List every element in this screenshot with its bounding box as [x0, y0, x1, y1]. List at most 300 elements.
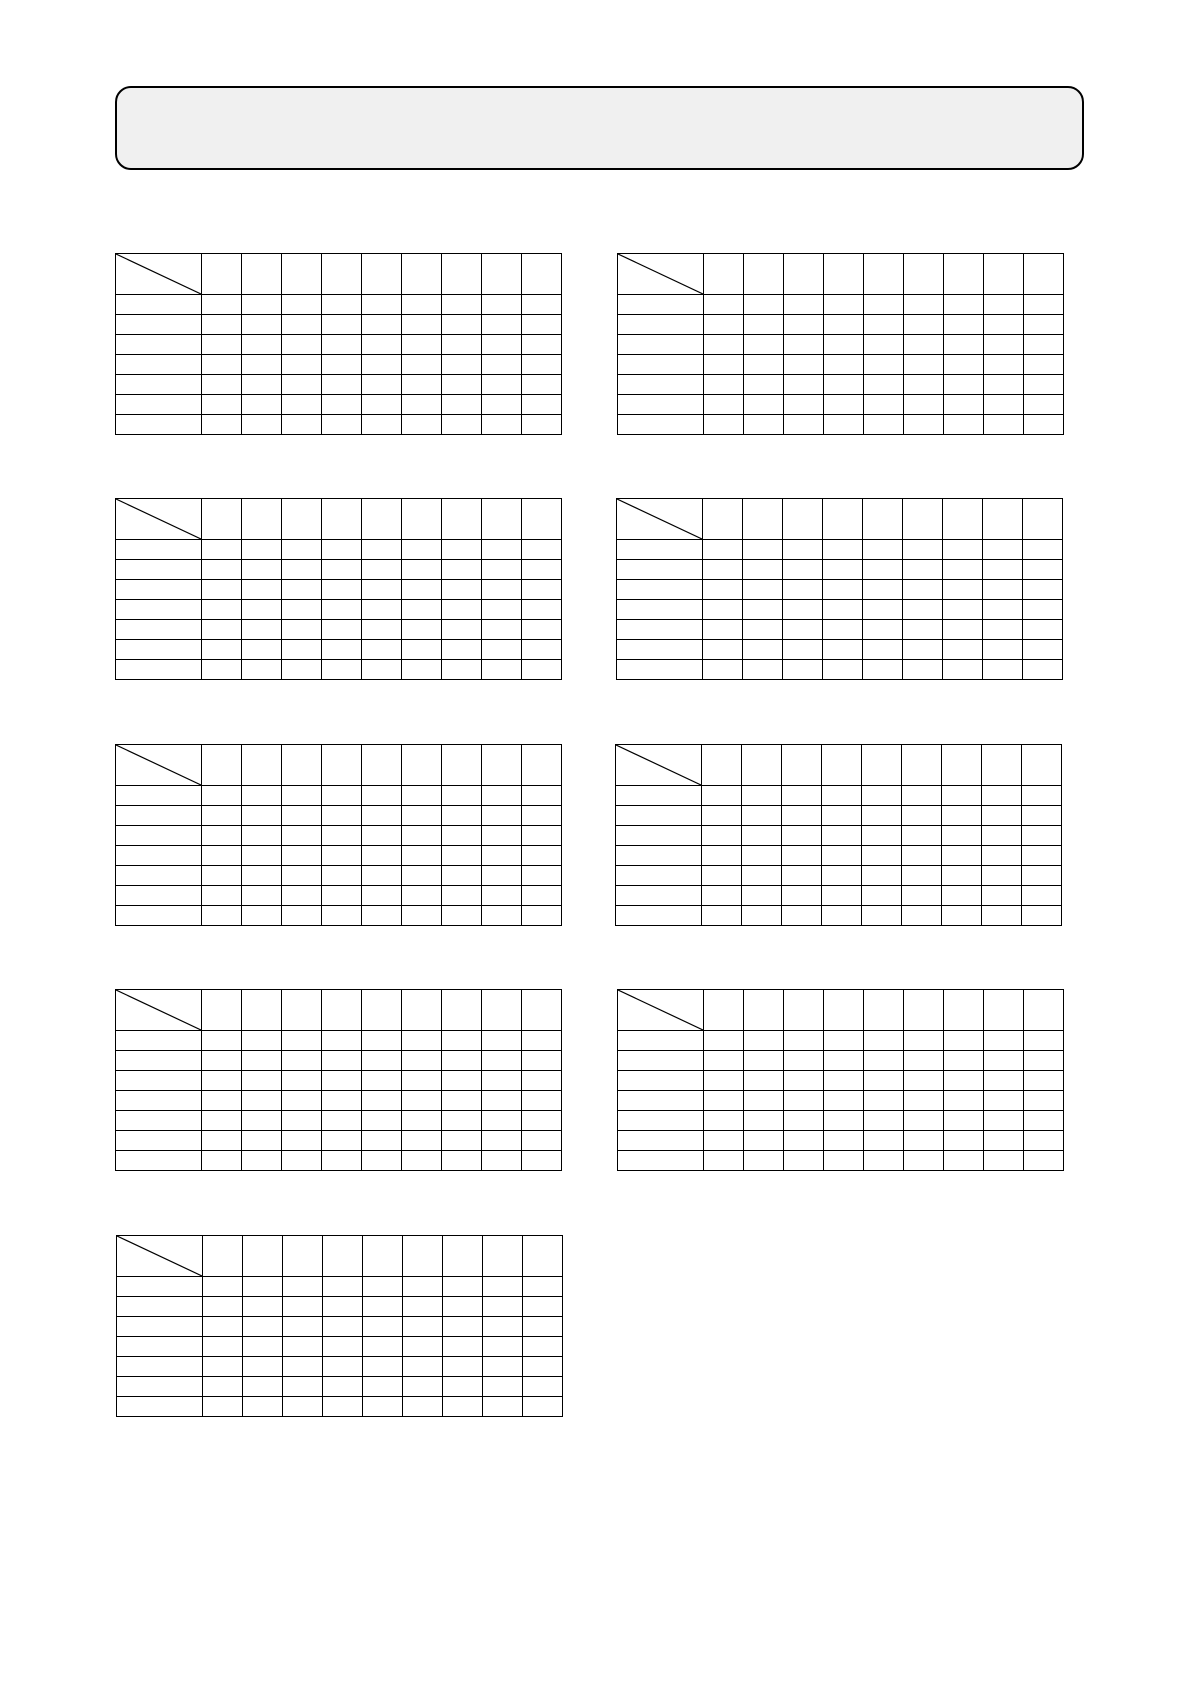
header-cell	[782, 745, 822, 786]
table-cell	[282, 415, 322, 435]
table-cell	[783, 620, 823, 640]
table-cell	[402, 846, 442, 866]
header-cell	[744, 990, 784, 1031]
table-cell	[782, 886, 822, 906]
table-header-row	[616, 745, 1062, 786]
table-cell	[983, 600, 1023, 620]
table-cell	[283, 1297, 323, 1317]
table-cell	[703, 540, 743, 560]
header-cell	[1022, 745, 1062, 786]
row-label-cell	[116, 846, 202, 866]
table-cell	[783, 640, 823, 660]
table-cell	[824, 415, 864, 435]
row-label-cell	[116, 786, 202, 806]
table-cell	[704, 1031, 744, 1051]
table-cell	[704, 295, 744, 315]
table-cell	[443, 1357, 483, 1377]
table-cell	[522, 1111, 562, 1131]
table-cell	[742, 846, 782, 866]
table-cell	[742, 906, 782, 926]
table-cell	[322, 866, 362, 886]
table-cell	[482, 1111, 522, 1131]
header-cell	[362, 254, 402, 295]
table-cell	[744, 295, 784, 315]
row-label-cell	[117, 1317, 203, 1337]
table-cell	[482, 620, 522, 640]
table-cell	[402, 1091, 442, 1111]
table-cell	[522, 395, 562, 415]
table-cell	[402, 1031, 442, 1051]
table-cell	[704, 315, 744, 335]
table-cell	[904, 375, 944, 395]
table-cell	[982, 886, 1022, 906]
table-cell	[402, 335, 442, 355]
table-cell	[782, 906, 822, 926]
row-label-cell	[618, 335, 704, 355]
table-cell	[442, 335, 482, 355]
table-cell	[402, 886, 442, 906]
table-cell	[362, 806, 402, 826]
header-cell	[442, 499, 482, 540]
table-row	[116, 1111, 562, 1131]
table-cell	[902, 786, 942, 806]
table-cell	[443, 1277, 483, 1297]
table-cell	[322, 1091, 362, 1111]
table-cell	[322, 355, 362, 375]
table-cell	[1024, 1071, 1064, 1091]
table-cell	[943, 580, 983, 600]
table-cell	[482, 786, 522, 806]
table-cell	[362, 1051, 402, 1071]
table-cell	[904, 315, 944, 335]
table-cell	[402, 560, 442, 580]
table-cell	[944, 1031, 984, 1051]
table-cell	[824, 1051, 864, 1071]
header-cell	[823, 499, 863, 540]
table-cell	[282, 846, 322, 866]
table-cell	[523, 1277, 563, 1297]
table-cell	[242, 786, 282, 806]
table-cell	[522, 415, 562, 435]
table-cell	[1022, 786, 1062, 806]
table-row	[618, 315, 1064, 335]
table-row	[116, 580, 562, 600]
table-cell	[362, 1091, 402, 1111]
table-cell	[942, 886, 982, 906]
table-row	[117, 1377, 563, 1397]
table-cell	[862, 786, 902, 806]
table-cell	[863, 620, 903, 640]
table-cell	[982, 826, 1022, 846]
table-cell	[203, 1357, 243, 1377]
row-label-cell	[116, 1031, 202, 1051]
row-label-cell	[618, 1031, 704, 1051]
table-row	[117, 1277, 563, 1297]
table-cell	[744, 1131, 784, 1151]
table-cell	[864, 415, 904, 435]
table-cell	[944, 1091, 984, 1111]
header-cell	[202, 254, 242, 295]
table-cell	[402, 786, 442, 806]
table-cell	[203, 1297, 243, 1317]
table-cell	[322, 315, 362, 335]
table-cell	[984, 415, 1024, 435]
table-cell	[822, 846, 862, 866]
table-row	[618, 1071, 1064, 1091]
table-cell	[482, 906, 522, 926]
table-cell	[243, 1357, 283, 1377]
table-cell	[523, 1377, 563, 1397]
table-row	[117, 1357, 563, 1377]
table-cell	[784, 1031, 824, 1051]
table-cell	[482, 1031, 522, 1051]
table-row	[116, 315, 562, 335]
table-cell	[442, 806, 482, 826]
table-cell	[282, 886, 322, 906]
table-cell	[784, 375, 824, 395]
header-cell	[242, 990, 282, 1031]
table-cell	[903, 620, 943, 640]
table-row	[617, 560, 1063, 580]
row-label-cell	[617, 600, 703, 620]
table-cell	[283, 1357, 323, 1377]
header-cell	[1023, 499, 1063, 540]
table-cell	[402, 866, 442, 886]
header-cell	[242, 745, 282, 786]
table-cell	[522, 640, 562, 660]
header-cell	[1024, 990, 1064, 1031]
table-row	[117, 1297, 563, 1317]
table-cell	[522, 786, 562, 806]
table-cell	[984, 1051, 1024, 1071]
header-cell	[703, 499, 743, 540]
table-4	[616, 498, 1063, 680]
table-cell	[522, 660, 562, 680]
row-label-cell	[616, 906, 702, 926]
table-cell	[703, 560, 743, 580]
table-cell	[744, 1151, 784, 1171]
table-cell	[1024, 335, 1064, 355]
table-cell	[202, 315, 242, 335]
header-cell	[242, 499, 282, 540]
table-cell	[863, 580, 903, 600]
table-cell	[322, 786, 362, 806]
table-cell	[242, 395, 282, 415]
table-cell	[523, 1357, 563, 1377]
table-row	[116, 640, 562, 660]
table-cell	[823, 620, 863, 640]
table-cell	[442, 375, 482, 395]
table-cell	[482, 560, 522, 580]
table-cell	[282, 295, 322, 315]
table-cell	[202, 1151, 242, 1171]
table-cell	[784, 1071, 824, 1091]
header-cell	[982, 745, 1022, 786]
header-cell	[944, 990, 984, 1031]
table-cell	[442, 415, 482, 435]
table-cell	[942, 866, 982, 886]
table-cell	[784, 1131, 824, 1151]
table-cell	[442, 1131, 482, 1151]
table-cell	[202, 375, 242, 395]
table-row	[616, 826, 1062, 846]
table-cell	[903, 560, 943, 580]
table-cell	[863, 660, 903, 680]
table-cell	[784, 1111, 824, 1131]
table-cell	[202, 826, 242, 846]
table-cell	[322, 906, 362, 926]
table-cell	[482, 640, 522, 660]
table-cell	[282, 1031, 322, 1051]
table-cell	[522, 1091, 562, 1111]
table-cell	[402, 315, 442, 335]
table-row	[618, 335, 1064, 355]
table-cell	[482, 415, 522, 435]
table-cell	[242, 886, 282, 906]
table-cell	[823, 640, 863, 660]
table-cell	[442, 540, 482, 560]
table-cell	[362, 375, 402, 395]
table-cell	[522, 375, 562, 395]
table-cell	[742, 886, 782, 906]
table-cell	[783, 540, 823, 560]
table-cell	[243, 1337, 283, 1357]
table-cell	[1022, 806, 1062, 826]
table-cell	[983, 560, 1023, 580]
row-label-cell	[617, 580, 703, 600]
header-cell	[903, 499, 943, 540]
table-cell	[1022, 906, 1062, 926]
header-cell	[363, 1236, 403, 1277]
header-cell	[742, 745, 782, 786]
table-cell	[522, 1131, 562, 1151]
row-label-cell	[116, 315, 202, 335]
row-label-cell	[116, 806, 202, 826]
table-cell	[282, 1131, 322, 1151]
table-cell	[323, 1397, 363, 1417]
table-5	[115, 744, 562, 926]
header-cell	[202, 990, 242, 1031]
table-6	[615, 744, 1062, 926]
table-cell	[942, 806, 982, 826]
table-cell	[482, 866, 522, 886]
table-row	[618, 1131, 1064, 1151]
table-cell	[824, 1091, 864, 1111]
table-cell	[822, 886, 862, 906]
table-cell	[982, 786, 1022, 806]
diagonal-corner-cell	[617, 499, 703, 540]
table-cell	[402, 600, 442, 620]
row-label-cell	[616, 886, 702, 906]
table-2	[617, 253, 1064, 435]
row-label-cell	[618, 295, 704, 315]
table-cell	[323, 1337, 363, 1357]
table-cell	[704, 1151, 744, 1171]
table-cell	[742, 786, 782, 806]
table-cell	[864, 315, 904, 335]
row-label-cell	[116, 1051, 202, 1071]
table-cell	[442, 1071, 482, 1091]
table-cell	[242, 1091, 282, 1111]
table-cell	[944, 1151, 984, 1171]
table-cell	[442, 866, 482, 886]
table-cell	[483, 1317, 523, 1337]
diagonal-corner-cell	[116, 254, 202, 295]
table-cell	[944, 1071, 984, 1091]
table-cell	[1023, 640, 1063, 660]
table-cell	[363, 1277, 403, 1297]
table-cell	[202, 1051, 242, 1071]
table-cell	[942, 786, 982, 806]
table-cell	[322, 1131, 362, 1151]
table-cell	[704, 335, 744, 355]
table-row	[116, 1091, 562, 1111]
diagonal-corner-cell	[618, 254, 704, 295]
table-cell	[442, 315, 482, 335]
row-label-cell	[618, 415, 704, 435]
table-row	[618, 1051, 1064, 1071]
table-cell	[523, 1317, 563, 1337]
table-cell	[903, 640, 943, 660]
table-cell	[322, 620, 362, 640]
table-cell	[864, 1111, 904, 1131]
table-cell	[283, 1317, 323, 1337]
table-cell	[822, 906, 862, 926]
table-row	[116, 1131, 562, 1151]
table-cell	[522, 560, 562, 580]
table-cell	[743, 620, 783, 640]
table-cell	[982, 846, 1022, 866]
table-row	[116, 375, 562, 395]
table-cell	[744, 1031, 784, 1051]
table-cell	[363, 1317, 403, 1337]
table-cell	[402, 295, 442, 315]
table-cell	[282, 620, 322, 640]
table-cell	[522, 315, 562, 335]
header-cell	[242, 254, 282, 295]
table-cell	[402, 375, 442, 395]
table-row	[617, 620, 1063, 640]
table-cell	[522, 1051, 562, 1071]
table-cell	[482, 1071, 522, 1091]
table-cell	[904, 415, 944, 435]
table-cell	[442, 1051, 482, 1071]
table-cell	[202, 580, 242, 600]
table-cell	[703, 660, 743, 680]
table-cell	[1024, 1111, 1064, 1131]
header-cell	[943, 499, 983, 540]
table-cell	[942, 906, 982, 926]
row-label-cell	[116, 660, 202, 680]
table-cell	[784, 295, 824, 315]
table-row	[116, 600, 562, 620]
table-row	[116, 806, 562, 826]
table-cell	[863, 560, 903, 580]
table-cell	[522, 826, 562, 846]
table-cell	[442, 295, 482, 315]
table-row	[116, 1051, 562, 1071]
table-cell	[442, 355, 482, 375]
table-cell	[442, 906, 482, 926]
table-cell	[983, 580, 1023, 600]
row-label-cell	[616, 786, 702, 806]
table-cell	[702, 906, 742, 926]
table-cell	[522, 295, 562, 315]
header-cell	[863, 499, 903, 540]
table-cell	[704, 1111, 744, 1131]
header-cell	[864, 254, 904, 295]
table-cell	[902, 806, 942, 826]
table-cell	[943, 640, 983, 660]
table-cell	[202, 600, 242, 620]
table-cell	[282, 315, 322, 335]
table-cell	[903, 580, 943, 600]
table-cell	[362, 295, 402, 315]
table-cell	[322, 806, 362, 826]
table-cell	[242, 846, 282, 866]
table-cell	[282, 580, 322, 600]
row-label-cell	[616, 806, 702, 826]
table-cell	[243, 1377, 283, 1397]
table-cell	[1024, 1131, 1064, 1151]
header-cell	[522, 745, 562, 786]
table-cell	[443, 1397, 483, 1417]
table-row	[116, 355, 562, 375]
table-cell	[904, 395, 944, 415]
row-label-cell	[616, 826, 702, 846]
table-cell	[744, 1051, 784, 1071]
row-label-cell	[617, 620, 703, 640]
table-cell	[704, 355, 744, 375]
table-cell	[522, 580, 562, 600]
table-cell	[784, 395, 824, 415]
header-cell	[402, 499, 442, 540]
table-cell	[362, 580, 402, 600]
table-cell	[782, 806, 822, 826]
table-cell	[443, 1317, 483, 1337]
table-cell	[363, 1337, 403, 1357]
table-cell	[362, 660, 402, 680]
table-cell	[824, 315, 864, 335]
table-cell	[482, 886, 522, 906]
table-cell	[522, 600, 562, 620]
table-cell	[242, 1131, 282, 1151]
table-cell	[944, 375, 984, 395]
table-row	[616, 786, 1062, 806]
table-cell	[743, 560, 783, 580]
table-cell	[744, 355, 784, 375]
table-cell	[203, 1397, 243, 1417]
diagonal-corner-cell	[116, 745, 202, 786]
row-label-cell	[618, 1111, 704, 1131]
table-cell	[742, 826, 782, 846]
table-cell	[483, 1357, 523, 1377]
table-cell	[522, 866, 562, 886]
table-row	[618, 355, 1064, 375]
table-cell	[703, 600, 743, 620]
table-row	[116, 1071, 562, 1091]
table-cell	[704, 415, 744, 435]
table-row	[616, 806, 1062, 826]
header-cell	[322, 499, 362, 540]
table-header-row	[116, 745, 562, 786]
table-cell	[944, 395, 984, 415]
table-cell	[744, 1071, 784, 1091]
table-cell	[1022, 866, 1062, 886]
table-cell	[242, 826, 282, 846]
table-cell	[904, 1071, 944, 1091]
table-row	[616, 886, 1062, 906]
